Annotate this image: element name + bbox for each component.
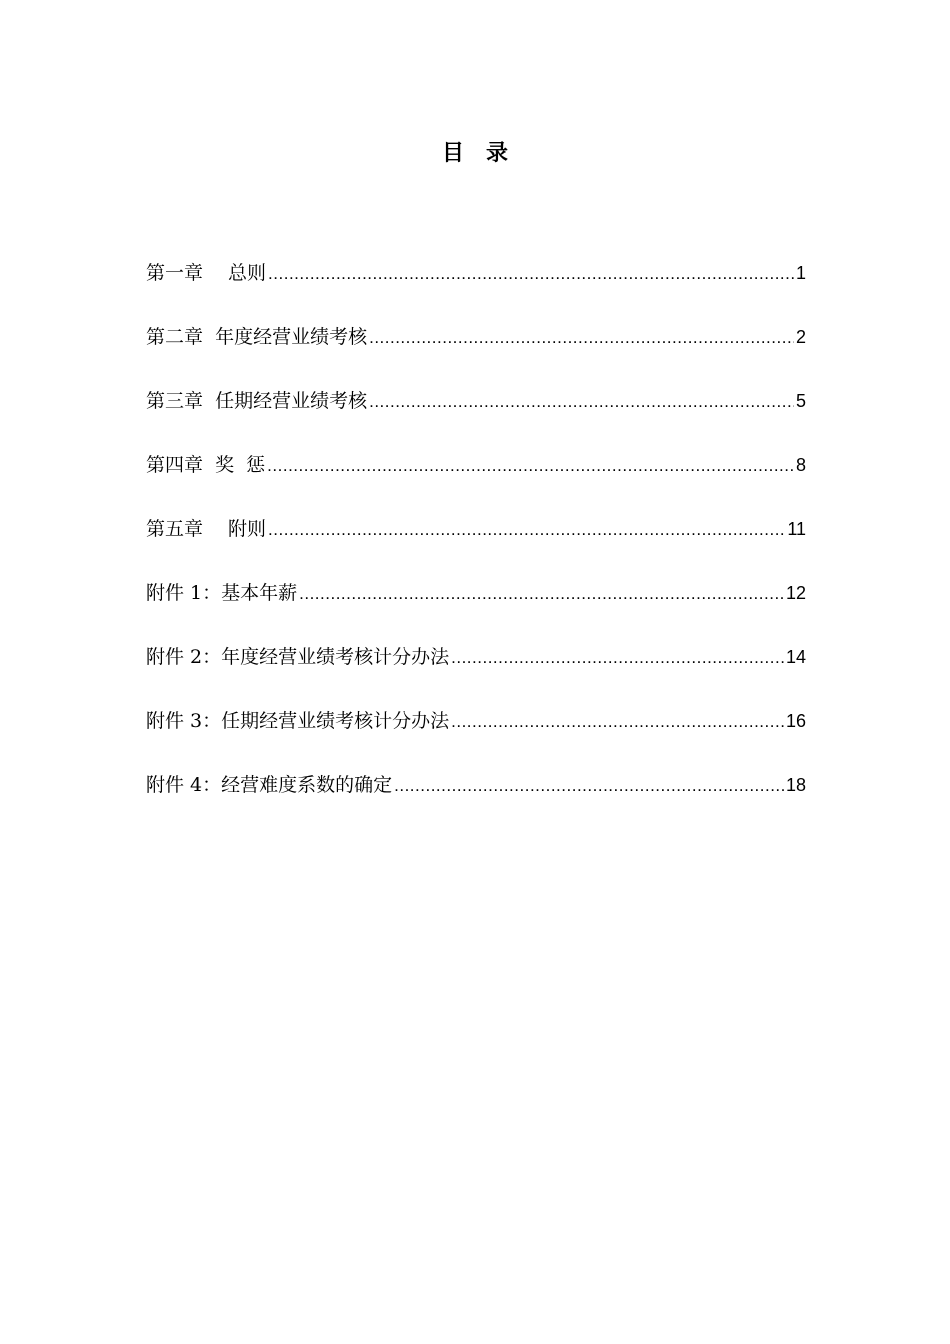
- table-of-contents: [146, 258, 806, 834]
- toc-entry-label: 第五章 附则: [146, 518, 267, 540]
- toc-entry-page-number: 1: [795, 263, 806, 283]
- toc-entry-chapter-2[interactable]: [146, 322, 806, 386]
- toc-entry-page-number: 2: [795, 327, 806, 347]
- dot-leader: [268, 520, 785, 540]
- dot-leader: [369, 328, 794, 348]
- toc-entry-chapter-1[interactable]: [146, 258, 806, 322]
- toc-entry-label: 附件 4：经营难度系数的确定: [146, 774, 393, 796]
- toc-entry-label: 第三章 任期经营业绩考核: [146, 390, 368, 412]
- toc-entry-label: 第一章 总则: [146, 262, 267, 284]
- dot-leader: [369, 392, 794, 412]
- toc-entry-chapter-5[interactable]: [146, 514, 806, 578]
- toc-entry-appendix-3[interactable]: [146, 706, 806, 770]
- dot-leader: [299, 584, 784, 604]
- toc-entry-chapter-4[interactable]: [146, 450, 806, 514]
- toc-entry-label: 第二章 年度经营业绩考核: [146, 326, 368, 348]
- toc-entry-page-number: 5: [795, 391, 806, 411]
- toc-entry-chapter-3[interactable]: [146, 386, 806, 450]
- dot-leader: [268, 264, 794, 284]
- toc-entry-label: 附件 1：基本年薪: [146, 582, 298, 604]
- dot-leader: [267, 456, 794, 476]
- toc-entry-page-number: 11: [787, 519, 806, 539]
- dot-leader: [394, 776, 784, 796]
- dot-leader: [451, 648, 784, 668]
- toc-entry-page-number: 16: [785, 711, 806, 731]
- toc-entry-label: 第四章 奖 惩: [146, 454, 266, 476]
- dot-leader: [451, 712, 784, 732]
- toc-entry-label: 附件 3：任期经营业绩考核计分办法: [146, 710, 450, 732]
- toc-entry-page-number: 8: [795, 455, 806, 475]
- toc-entry-page-number: 12: [785, 583, 806, 603]
- toc-entry-appendix-2[interactable]: [146, 642, 806, 706]
- toc-entry-page-number: 18: [785, 775, 806, 795]
- toc-entry-appendix-4[interactable]: [146, 770, 806, 834]
- toc-title: 目 录: [441, 140, 508, 166]
- toc-entry-page-number: 14: [785, 647, 806, 667]
- toc-entry-label: 附件 2：年度经营业绩考核计分办法: [146, 646, 450, 668]
- toc-entry-appendix-1[interactable]: [146, 578, 806, 642]
